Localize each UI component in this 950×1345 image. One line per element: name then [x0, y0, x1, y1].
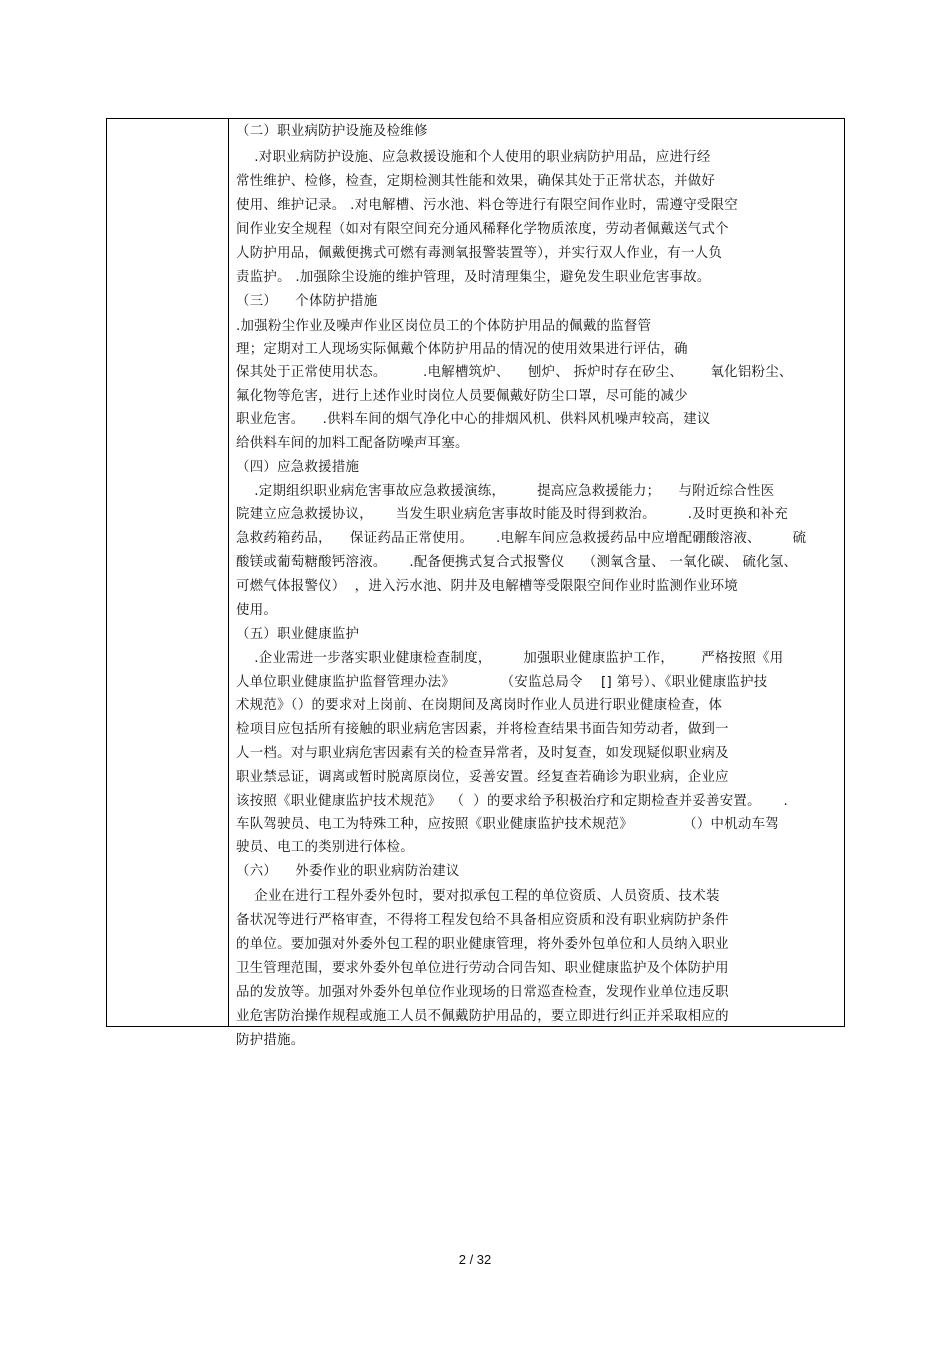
- page-number: 2 / 32: [458, 1252, 492, 1267]
- text-line: 职业禁忌证，调离或暂时脱离原岗位，妥善安置。经复查若确诊为职业病，企业应: [236, 770, 729, 785]
- text-line: 防护措施。: [236, 1033, 305, 1048]
- text-line: 卫生管理范围，要求外委外包单位进行劳动合同告知、职业健康监护及个体防护用: [236, 961, 729, 976]
- text-line: 检项目应包括所有接触的职业病危害因素，并将检查结果书面告知劳动者，做到一: [236, 722, 729, 737]
- text-line: 急救药箱药品， 保证药品正常使用。 .电解车间应急救援药品中应增配硼酸溶液、 硫: [236, 531, 807, 546]
- text-line: 人防护用品，佩戴便携式可燃有毒测氧报警装置等），并实行双人作业，有一人负: [236, 246, 723, 261]
- text-line: 责监护。 .加强除尘设施的维护管理，及时清理集尘，避免发生职业危害事故。: [236, 270, 711, 285]
- text-line: 理；定期对工人现场实际佩戴个体防护用品的情况的使用效果进行评估，确: [236, 342, 688, 357]
- text-line: （六） 外委作业的职业病防治建议: [236, 864, 460, 879]
- text-line: （四）应急救援措施: [236, 460, 360, 475]
- text-line: 间作业安全规程（如对有限空间充分通风稀释化学物质浓度，劳动者佩戴送气式个: [236, 222, 729, 237]
- text-line: 人一档。对与职业病危害因素有关的检查异常者，及时复查，如发现疑似职业病及: [236, 746, 729, 761]
- text-line: 人单位职业健康监护监督管理办法》 （安监总局令 [] 第号）、《职业健康监护技: [236, 675, 768, 690]
- text-line: 车队驾驶员、电工为特殊工种，应按照《职业健康监护技术规范》 （）中机动车驾: [236, 817, 779, 832]
- table-column-divider: [228, 119, 229, 1026]
- text-line: 术规范》（）的要求对上岗前、在岗期间及离岗时作业人员进行职业健康检查，体: [236, 698, 723, 713]
- text-line: 该按照《职业健康监护技术规范》 （ ）的要求给予积极治疗和定期检查并妥善安置。 .: [236, 794, 789, 809]
- text-line: 可燃气体报警仪） ，进入污水池、阴井及电解槽等受限限空间作业时监测作业环境: [236, 579, 738, 594]
- text-line: 驶员、电工的类别进行体检。: [236, 840, 414, 855]
- text-line: 常性维护、检修，检查，定期检测其性能和效果，确保其处于正常状态，并做好: [236, 174, 716, 189]
- text-line: （五）职业健康监护: [236, 627, 360, 642]
- text-line: 备状况等进行严格审查，不得将工程发包给不具备相应资质和没有职业病防护条件: [236, 913, 729, 928]
- text-line: 企业在进行工程外委外包时，要对拟承包工程的单位资质、人员资质、技术装: [236, 889, 720, 904]
- text-line: .企业需进一步落实职业健康检查制度， 加强职业健康监护工作， 严格按照《用: [236, 651, 784, 666]
- text-line: .加强粉尘作业及噪声作业区岗位员工的个体防护用品的佩戴的监督管: [236, 319, 652, 334]
- text-line: 保其处于正常使用状态。 .电解槽筑炉、 刨炉、 拆炉时存在矽尘、 氧化铝粉尘、: [236, 365, 793, 380]
- text-line: 给供料车间的加料工配备防噪声耳塞。: [236, 436, 469, 451]
- text-line: 职业危害。 .供料车间的烟气净化中心的排烟风机、供料风机噪声较高，建议: [236, 412, 711, 427]
- text-line: 品的发放等。加强对外委外包单位作业现场的日常巡查检查，发现作业单位违反职: [236, 985, 729, 1000]
- text-line: （三） 个体防护措施: [236, 294, 378, 309]
- text-line: 院建立应急救援协议， 当发生职业病危害事故时能及时得到救治。 .及时更换和补充: [236, 507, 789, 522]
- text-line: 酸镁或葡萄糖酸钙溶液。 .配备便携式复合式报警仪 （测氧含量、 一氧化碳、 硫化氢、: [236, 555, 798, 570]
- text-line: .定期组织职业病危害事故应急救援演练， 提高应急救援能力； 与附近综合性医: [236, 484, 775, 499]
- text-line: 氟化物等危害，进行上述作业时岗位人员要佩戴好防尘口罩，尽可能的减少: [236, 389, 688, 404]
- text-line: （二）职业病防护设施及检维修: [236, 124, 428, 139]
- text-line: 的单位。要加强对外委外包工程的职业健康管理，将外委外包单位和人员纳入职业: [236, 937, 729, 952]
- text-line: 使用。: [236, 603, 278, 618]
- text-line: 使用、维护记录。 .对电解槽、污水池、料仓等进行有限空间作业时，需遵守受限空: [236, 198, 738, 213]
- text-line: 业危害防治操作规程或施工人员不佩戴防护用品的，要立即进行纠正并采取相应的: [236, 1009, 729, 1024]
- text-line: .对职业病防护设施、应急救援设施和个人使用的职业病防护用品，应进行经: [236, 150, 711, 165]
